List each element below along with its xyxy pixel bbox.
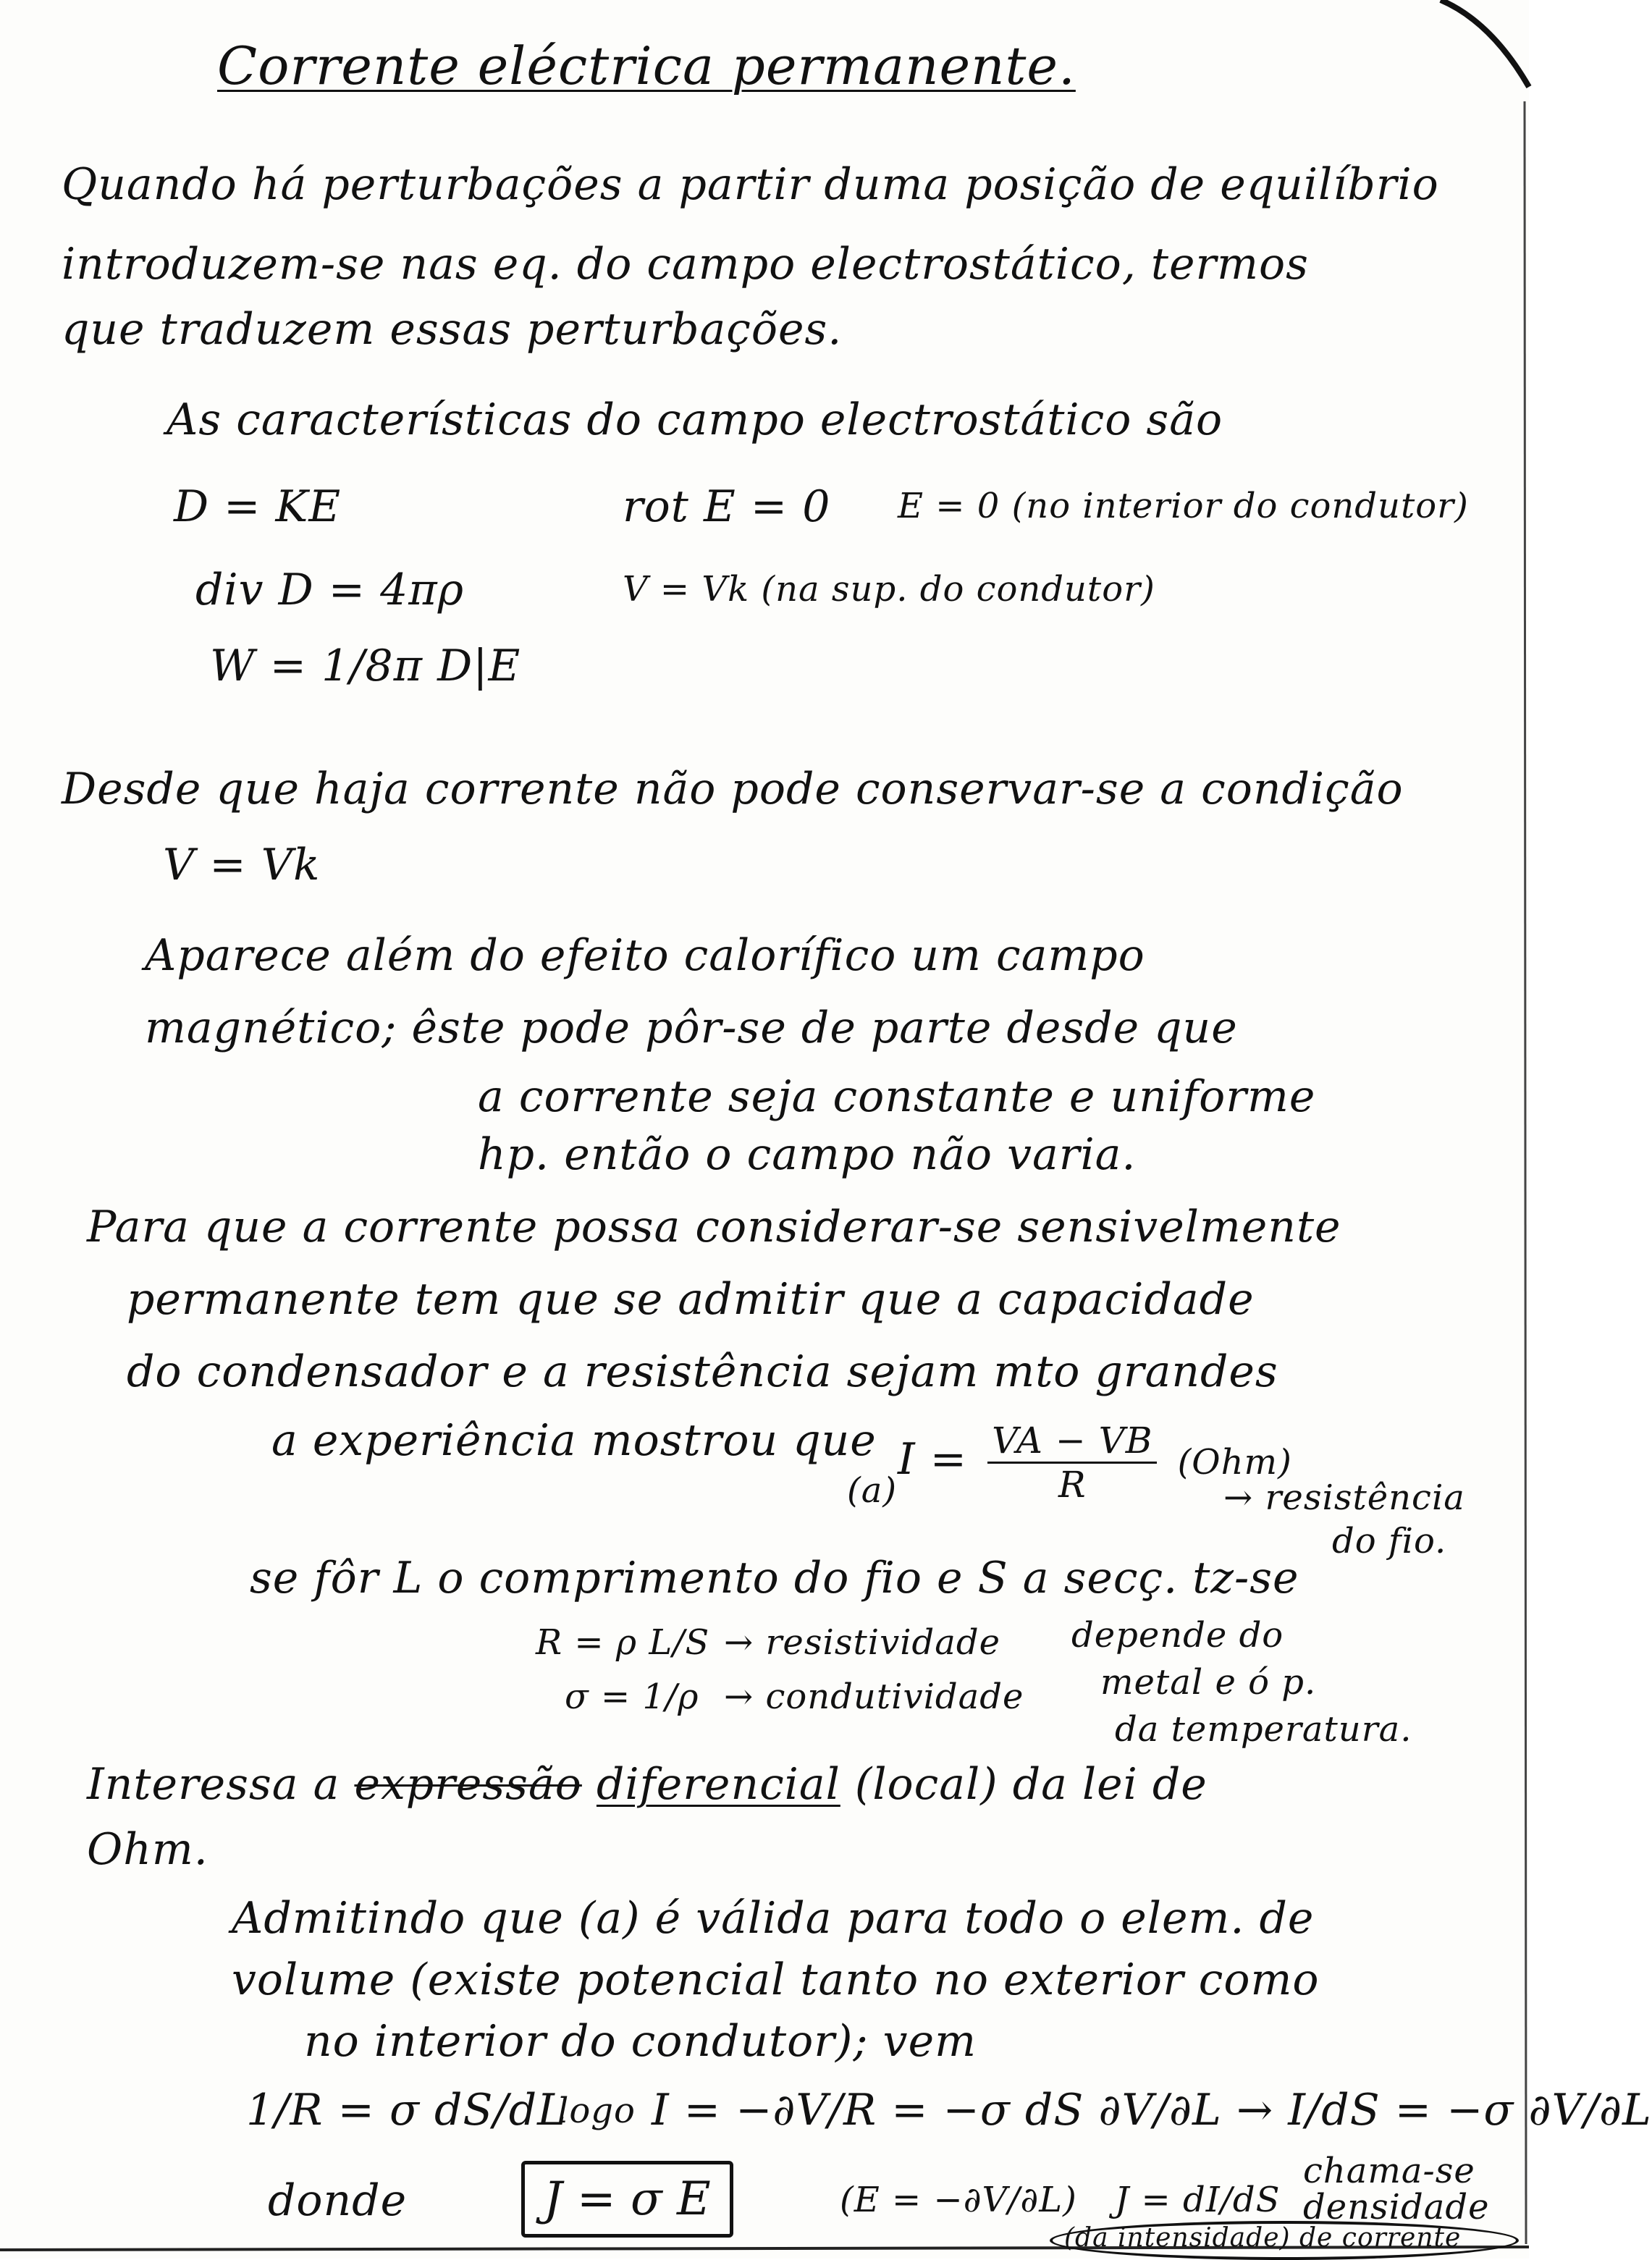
- resistance-note-2: do fio.: [1332, 1521, 1447, 1561]
- equation-logo: logo: [557, 2091, 636, 2131]
- depende-line-3: da temperatura.: [1115, 1709, 1412, 1750]
- interessa-line-2: Ohm.: [87, 1824, 208, 1875]
- ohm-law-lhs: I =: [898, 1434, 968, 1485]
- aparece-line-4: hp. então o campo não varia.: [478, 1129, 1137, 1180]
- ohm-label: (Ohm): [1177, 1442, 1292, 1483]
- admitindo-line-1: Admitindo que (a) é válida para todo o elem. de: [232, 1893, 1315, 1944]
- para-line-1-text: Para que a corrente possa considerar-se sensivelmente: [87, 1202, 1341, 1252]
- top-right-corner-curl: [1441, 0, 1529, 87]
- donde-label: donde: [268, 2175, 408, 2226]
- equation-e-zero: E = 0 (no interior do condutor): [898, 486, 1469, 526]
- admitindo-line-2: volume (existe potencial tanto no exterior como: [232, 1955, 1320, 2005]
- interessa-line-1: [87, 1759, 1208, 1810]
- boxed-ohm-law-local: J = σ E: [521, 2161, 733, 2238]
- para-line-2: permanente tem que se admitir que a capacidade: [127, 1274, 1255, 1325]
- ohm-law-denominator: R: [1058, 1464, 1087, 1506]
- page-title: Corrente eléctrica permanente.: [217, 35, 1076, 96]
- intro-line-1: Quando há perturbações a partir duma posição de equilíbrio: [62, 159, 1439, 210]
- intro-line-2: introduzem-se nas eq. do campo electrostático, termos: [62, 239, 1309, 290]
- depende-line-2: metal e ó p.: [1100, 1662, 1317, 1703]
- admitindo-line-3: no interior do condutor); vem: [304, 2016, 977, 2067]
- aparece-line-3: a corrente seja constante e uniforme: [478, 1071, 1316, 1122]
- se-for-line: se fôr L o comprimento do fio e S a secç. tz-se: [250, 1553, 1299, 1603]
- experiencia-line: a experiência mostrou que: [271, 1415, 877, 1466]
- chama-line-2: densidade: [1303, 2187, 1490, 2227]
- equation-current-derivation: I = −∂V/R = −σ dS ∂V/∂L → I/dS = −σ ∂V/∂L: [652, 2085, 1652, 2135]
- chama-line-1: chama-se: [1303, 2151, 1475, 2191]
- resistivity-label: → resistividade: [724, 1622, 1001, 1663]
- caracteristicas-line: As características do campo electrostático são: [167, 395, 1223, 445]
- equation-rot-e: rot E = 0: [623, 481, 831, 532]
- interessa-text-2: (local) da lei de: [854, 1759, 1208, 1810]
- equation-v-vk: V = Vk (na sup. do condutor): [623, 569, 1155, 610]
- right-edge-line: [1525, 101, 1526, 2244]
- aparece-line-1: Aparece além do efeito calorífico um campo: [145, 930, 1145, 981]
- equation-div-d: div D = 4πρ: [195, 565, 464, 615]
- para-line-1: [87, 1202, 1341, 1252]
- equation-label-a: (a): [847, 1470, 898, 1511]
- interessa-underline: diferencial: [596, 1759, 840, 1810]
- desde-line-1: Desde que haja corrente não pode conservar-se a condição: [62, 764, 1404, 814]
- interessa-text-1: Interessa a: [87, 1759, 340, 1810]
- depende-line-1: depende do: [1071, 1615, 1284, 1656]
- ohm-law-fraction: [987, 1420, 1157, 1506]
- conductivity-label: → condutividade: [724, 1677, 1024, 1717]
- intro-line-3: que traduzem essas perturbações.: [62, 304, 843, 355]
- desde-line-2: V = Vk: [163, 840, 321, 890]
- ohm-law-numerator: VA − VB: [987, 1422, 1157, 1464]
- equation-r-rho: R = ρ L/S: [536, 1622, 710, 1663]
- resistance-note-1: → resistência: [1223, 1477, 1465, 1518]
- equation-sigma: σ = 1/ρ: [565, 1677, 699, 1717]
- equation-w-energy: W = 1/8π D|E: [210, 641, 521, 691]
- equation-inverse-r: 1/R = σ dS/dL: [246, 2085, 567, 2135]
- equation-j-definition: J = dI/dS: [1115, 2180, 1281, 2220]
- equation-e-gradient: (E = −∂V/∂L): [840, 2180, 1077, 2220]
- para-line-3: do condensador e a resistência sejam mto grandes: [127, 1346, 1278, 1397]
- equation-d-ke: D = KE: [174, 481, 342, 532]
- chama-line-3: (da intensidade) de corrente: [1064, 2223, 1462, 2253]
- aparece-line-2: magnético; êste pode pôr-se de parte desde que: [145, 1003, 1238, 1053]
- interessa-strike: expressão: [354, 1759, 582, 1810]
